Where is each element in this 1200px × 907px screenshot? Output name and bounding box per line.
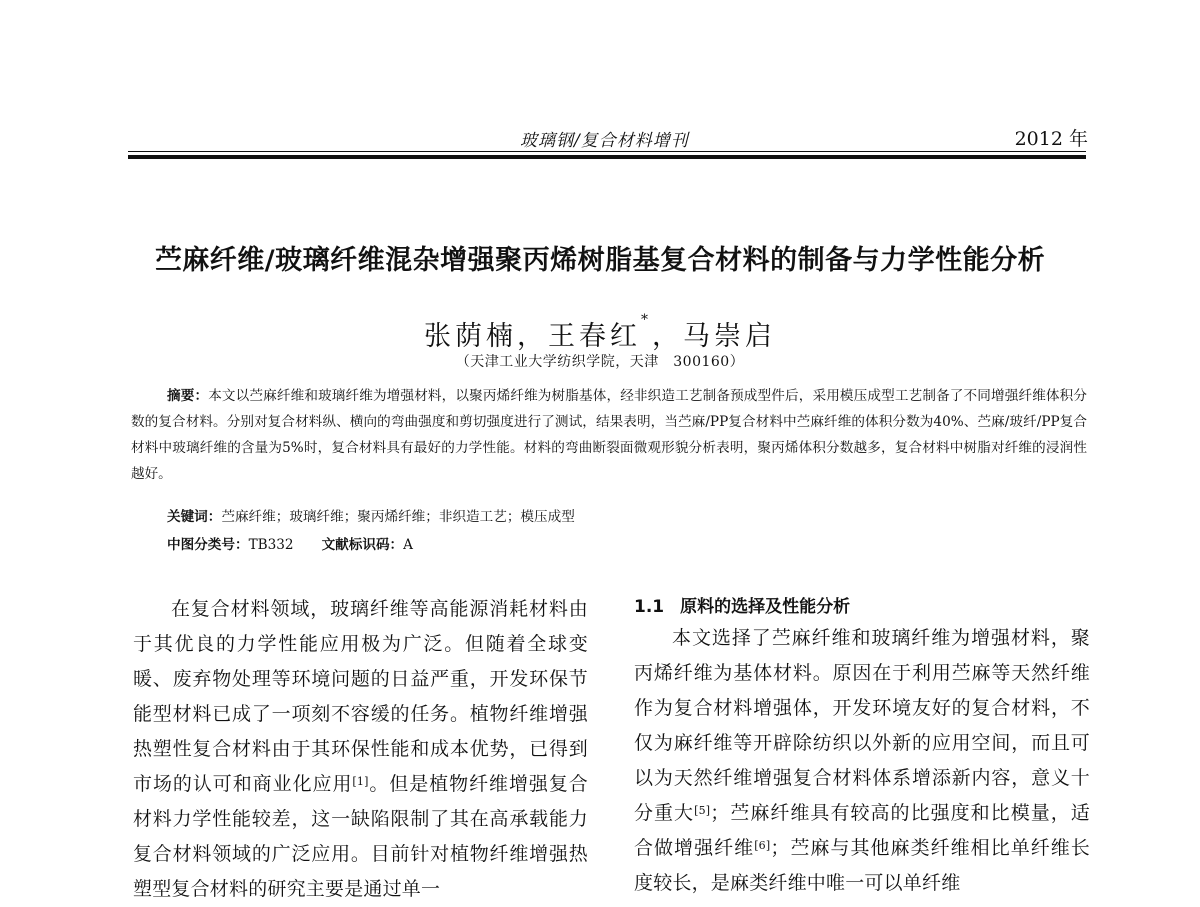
header-rule-thick xyxy=(128,155,1086,159)
citation-ref-1: [1] xyxy=(352,775,369,788)
doc-code-value: A xyxy=(403,537,413,553)
doc-code-label: 文献标识码： xyxy=(321,537,404,553)
section-number: 1.1 xyxy=(634,597,665,617)
journal-name: 玻璃钢/复合材料增刊 xyxy=(520,131,689,151)
classification-line xyxy=(167,533,413,553)
header-rule-thin xyxy=(128,151,1086,152)
clc-value: TB332 xyxy=(248,537,294,553)
article-title: 苎麻纤维/玻璃纤维混杂增强聚丙烯树脂基复合材料的制备与力学性能分析 xyxy=(154,245,1046,276)
keywords-line xyxy=(167,505,575,525)
section-paragraph-part2: ；苎麻纤维具有较高的比强度和比模量，适合做增强纤维 xyxy=(634,802,1090,859)
running-header xyxy=(128,122,1088,152)
abstract xyxy=(131,383,1087,487)
section-title: 原料的选择及性能分析 xyxy=(680,597,851,617)
author-affiliation: （天津工业大学纺织学院，天津 300160） xyxy=(455,354,745,370)
section-heading xyxy=(634,592,1089,617)
authors-rest: ，马崇启 xyxy=(652,321,776,352)
abstract-label: 摘要： xyxy=(167,388,209,404)
intro-paragraph-part2: 。但是植物纤维增强复合材料力学性能较差，这一缺陷限制了其在高承载能力复合材料领域的广泛应用。目前针对植物纤维增强热塑型复合材料的研究主要是通过单一 xyxy=(133,773,588,900)
body-left-column xyxy=(133,592,588,907)
citation-ref-5: [5] xyxy=(694,804,711,817)
corresponding-author-mark: * xyxy=(641,312,652,328)
citation-ref-6: [6] xyxy=(754,839,771,852)
section-paragraph-part3: ；苎麻与其他麻类纤维相比单纤维长度较长，是麻类纤维中唯一可以单纤维 xyxy=(634,837,1091,894)
body-right-column xyxy=(634,621,1090,901)
intro-paragraph-part1: 在复合材料领域，玻璃纤维等高能源消耗材料由于其优良的力学性能应用极为广泛。但随着全球变暖、废弃物处理等环境问题的日益严重，开发环保节能型材料已成了一项刻不容缓的任务。植物纤维增强热塑性复合材料由于其环保性能和成本优势，已得到市场的认可和商业化应用 xyxy=(133,598,588,795)
author-line xyxy=(0,314,1200,353)
keywords-text: 苎麻纤维；玻璃纤维；聚丙烯纤维；非织造工艺；模压成型 xyxy=(221,509,575,525)
publication-year: 2012 年 xyxy=(1014,128,1088,150)
authors-primary: 张荫楠，王春红 xyxy=(424,321,641,352)
section-paragraph-part1: 本文选择了苎麻纤维和玻璃纤维为增强材料，聚丙烯纤维为基体材料。原因在于利用苎麻等天然纤维作为复合材料增强体，开发环境友好的复合材料，不仅为麻纤维等开辟除纺织以外新的应用空间，而且可以为天然纤维增强复合材料体系增添新内容，意义十分重大 xyxy=(634,627,1090,824)
clc-label: 中图分类号： xyxy=(167,537,249,553)
keywords-label: 关键词： xyxy=(167,509,222,525)
abstract-text: 本文以苎麻纤维和玻璃纤维为增强材料，以聚丙烯纤维为树脂基体，经非织造工艺制备预成型件后，采用模压成型工艺制备了不同增强纤维体积分数的复合材料。分别对复合材料纵、横向的弯曲强度和剪切强度进行了测试，结果表明，当苎麻/PP复合材料中苎麻纤维的体积分数为40%、苎麻/玻纤/PP复合材料中玻璃纤维的含量为5%时，复合材料具有最好的力学性能。材料的弯曲断裂面微观形貌分析表明，聚丙烯体积分数越多，复合材料中树脂对纤维的浸润性越好。 xyxy=(131,388,1087,482)
